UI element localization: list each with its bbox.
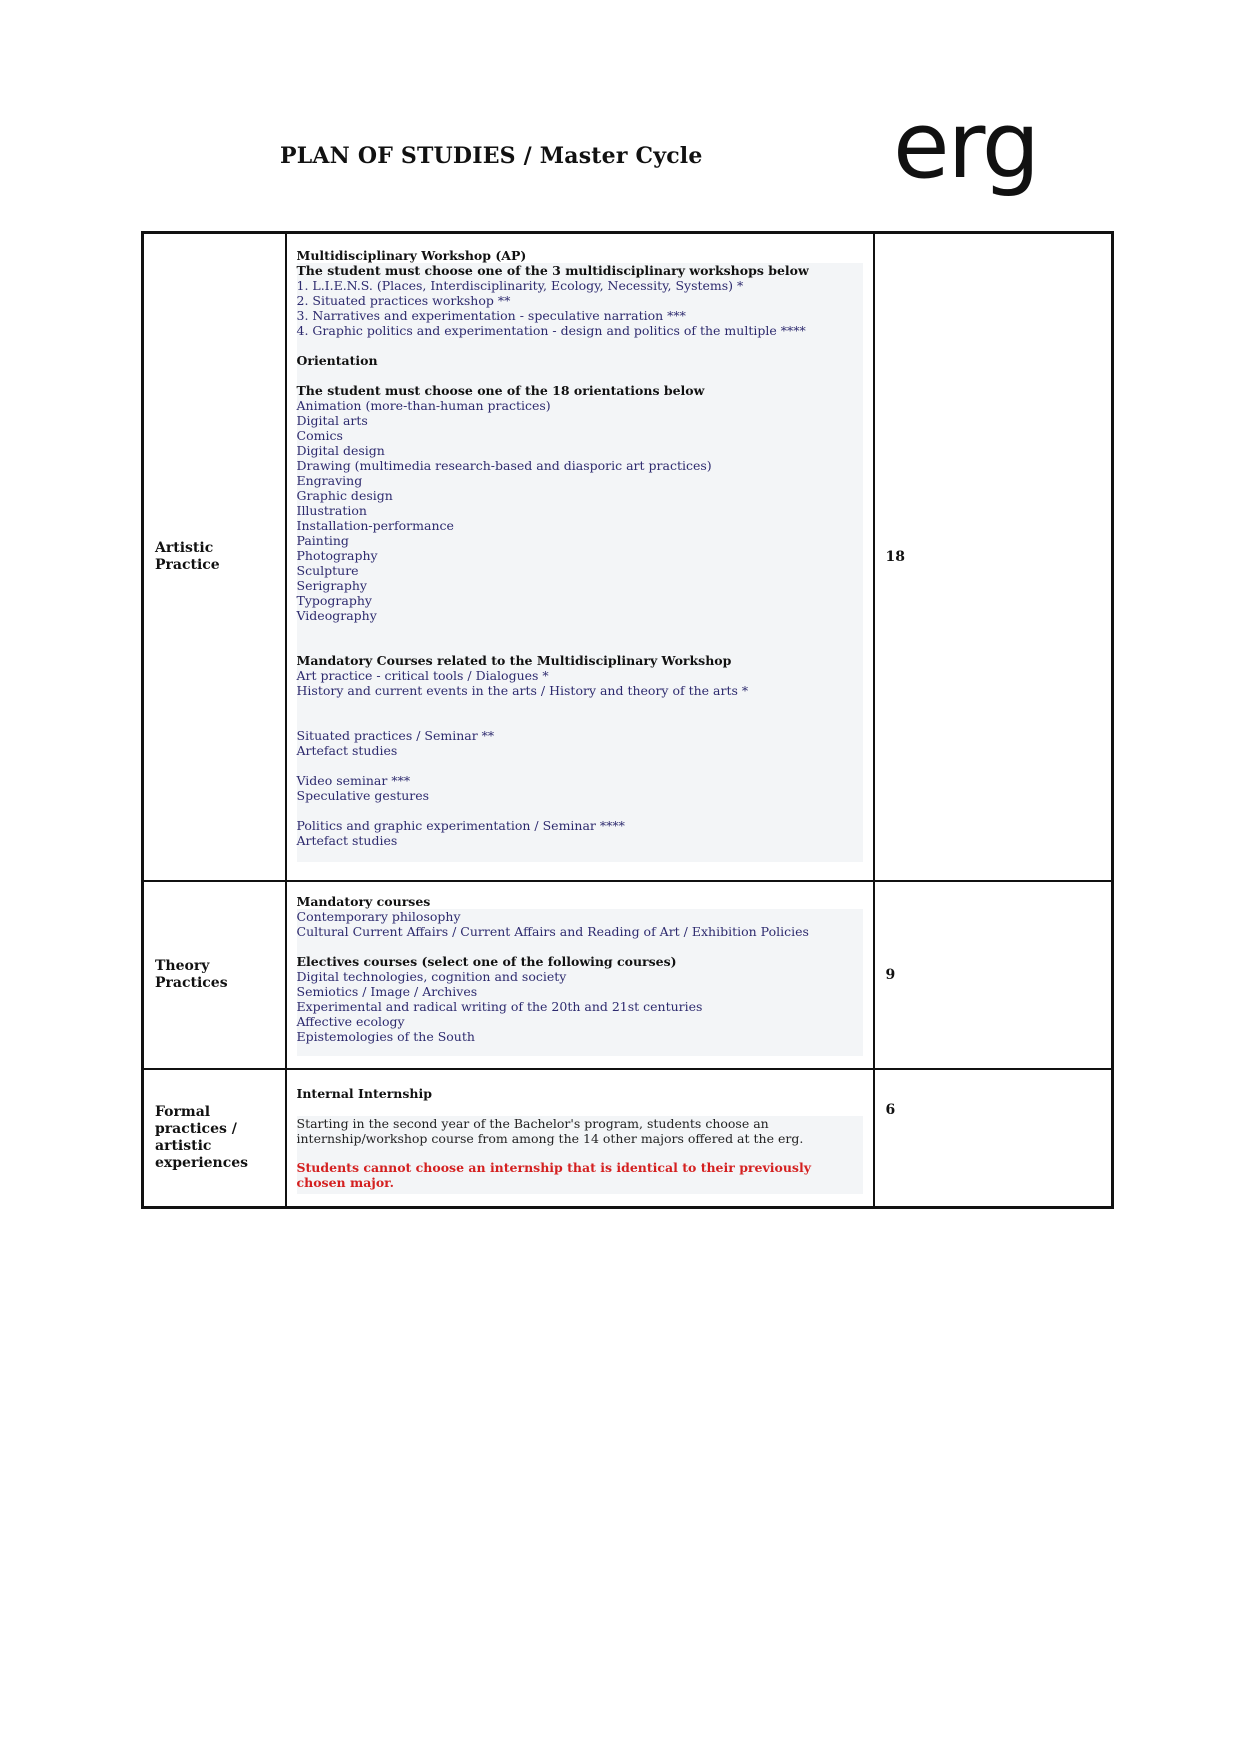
row-artistic-practice	[143, 233, 1113, 881]
list-item: Art practice - critical tools / Dialogues *	[296, 668, 549, 683]
category-cell	[143, 233, 286, 881]
list-item: Typography	[296, 593, 372, 608]
internship-heading: Internal Internship	[296, 1085, 432, 1101]
internship-warning: Students cannot choose an internship that is identical to their previously chosen major.	[296, 1159, 811, 1190]
list-item: Situated practices / Seminar **	[296, 728, 495, 743]
list-item: Illustration	[296, 503, 367, 518]
list-item: 1. L.I.E.N.S. (Places, Interdisciplinarity, Ecology, Necessity, Systems) *	[296, 278, 744, 293]
list-item: Animation (more-than-human practices)	[296, 398, 551, 413]
list-item: Videography	[296, 608, 377, 623]
list-item: Photography	[296, 548, 378, 563]
list-item: Serigraphy	[296, 578, 367, 593]
category-cell	[143, 881, 286, 1069]
list-item: Digital arts	[296, 413, 368, 428]
list-item: Semiotics / Image / Archives	[296, 983, 478, 999]
content-cell	[286, 1069, 874, 1208]
content-cell	[286, 881, 874, 1069]
mandatory-courses-heading: Mandatory Courses related to the Multidisciplinary Workshop	[296, 653, 732, 668]
category-cell	[143, 1069, 286, 1208]
row-theory-practices	[143, 881, 1113, 1069]
list-item: 3. Narratives and experimentation - speculative narration ***	[296, 308, 686, 323]
credits-value: 18	[885, 548, 905, 565]
credits-value: 6	[885, 1101, 896, 1118]
plan-of-studies-table	[141, 231, 1114, 1209]
workshop-instruction: The student must choose one of the 3 multidisciplinary workshops below	[296, 263, 809, 278]
list-item: Engraving	[296, 473, 363, 488]
list-item: Drawing (multimedia research-based and diasporic art practices)	[296, 458, 712, 473]
list-item: History and current events in the arts / History and theory of the arts *	[296, 683, 749, 698]
list-item: Graphic design	[296, 488, 393, 503]
list-item: Painting	[296, 533, 349, 548]
list-item: Digital technologies, cognition and society	[296, 968, 567, 984]
erg-logo: erg	[893, 92, 1039, 199]
list-item: 2. Situated practices workshop **	[296, 293, 511, 308]
list-item: Cultural Current Affairs / Current Affairs and Reading of Art / Exhibition Policies	[296, 923, 809, 939]
credits-cell	[874, 881, 1113, 1069]
row-formal-practices	[143, 1069, 1113, 1208]
list-item: Contemporary philosophy	[296, 908, 461, 924]
orientation-instruction: The student must choose one of the 18 orientations below	[296, 383, 705, 398]
page-title: PLAN OF STUDIES / Master Cycle	[280, 143, 703, 169]
list-item: 4. Graphic politics and experimentation - design and politics of the multiple ****	[296, 323, 806, 338]
list-item: Epistemologies of the South	[296, 1028, 475, 1044]
orientation-heading: Orientation	[296, 353, 378, 368]
list-item: Installation-performance	[296, 518, 454, 533]
list-item: Sculpture	[296, 563, 359, 578]
list-item: Artefact studies	[296, 743, 398, 758]
category-label: Theory Practices	[155, 957, 228, 991]
electives-heading: Electives courses (select one of the following courses)	[296, 953, 677, 969]
category-label: Formal practices / artistic experiences	[155, 1103, 249, 1171]
list-item: Digital design	[296, 443, 385, 458]
list-item: Experimental and radical writing of the 20th and 21st centuries	[296, 998, 703, 1014]
credits-value: 9	[885, 966, 896, 983]
list-item: Speculative gestures	[296, 788, 430, 803]
list-item: Video seminar ***	[296, 773, 411, 788]
credits-cell	[874, 233, 1113, 881]
credits-cell	[874, 1069, 1113, 1208]
category-label: Artistic Practice	[155, 539, 220, 573]
content-cell	[286, 233, 874, 881]
list-item: Artefact studies	[296, 833, 398, 848]
list-item: Politics and graphic experimentation / Seminar ****	[296, 818, 625, 833]
list-item: Comics	[296, 428, 343, 443]
mandatory-courses-heading: Mandatory courses	[296, 893, 431, 909]
internship-description: Starting in the second year of the Bachelor's program, students choose an internship/workshop course from among the 14 other majors offered at the erg.	[296, 1115, 804, 1146]
workshop-heading: Multidisciplinary Workshop (AP)	[296, 248, 527, 263]
list-item: Affective ecology	[296, 1013, 405, 1029]
